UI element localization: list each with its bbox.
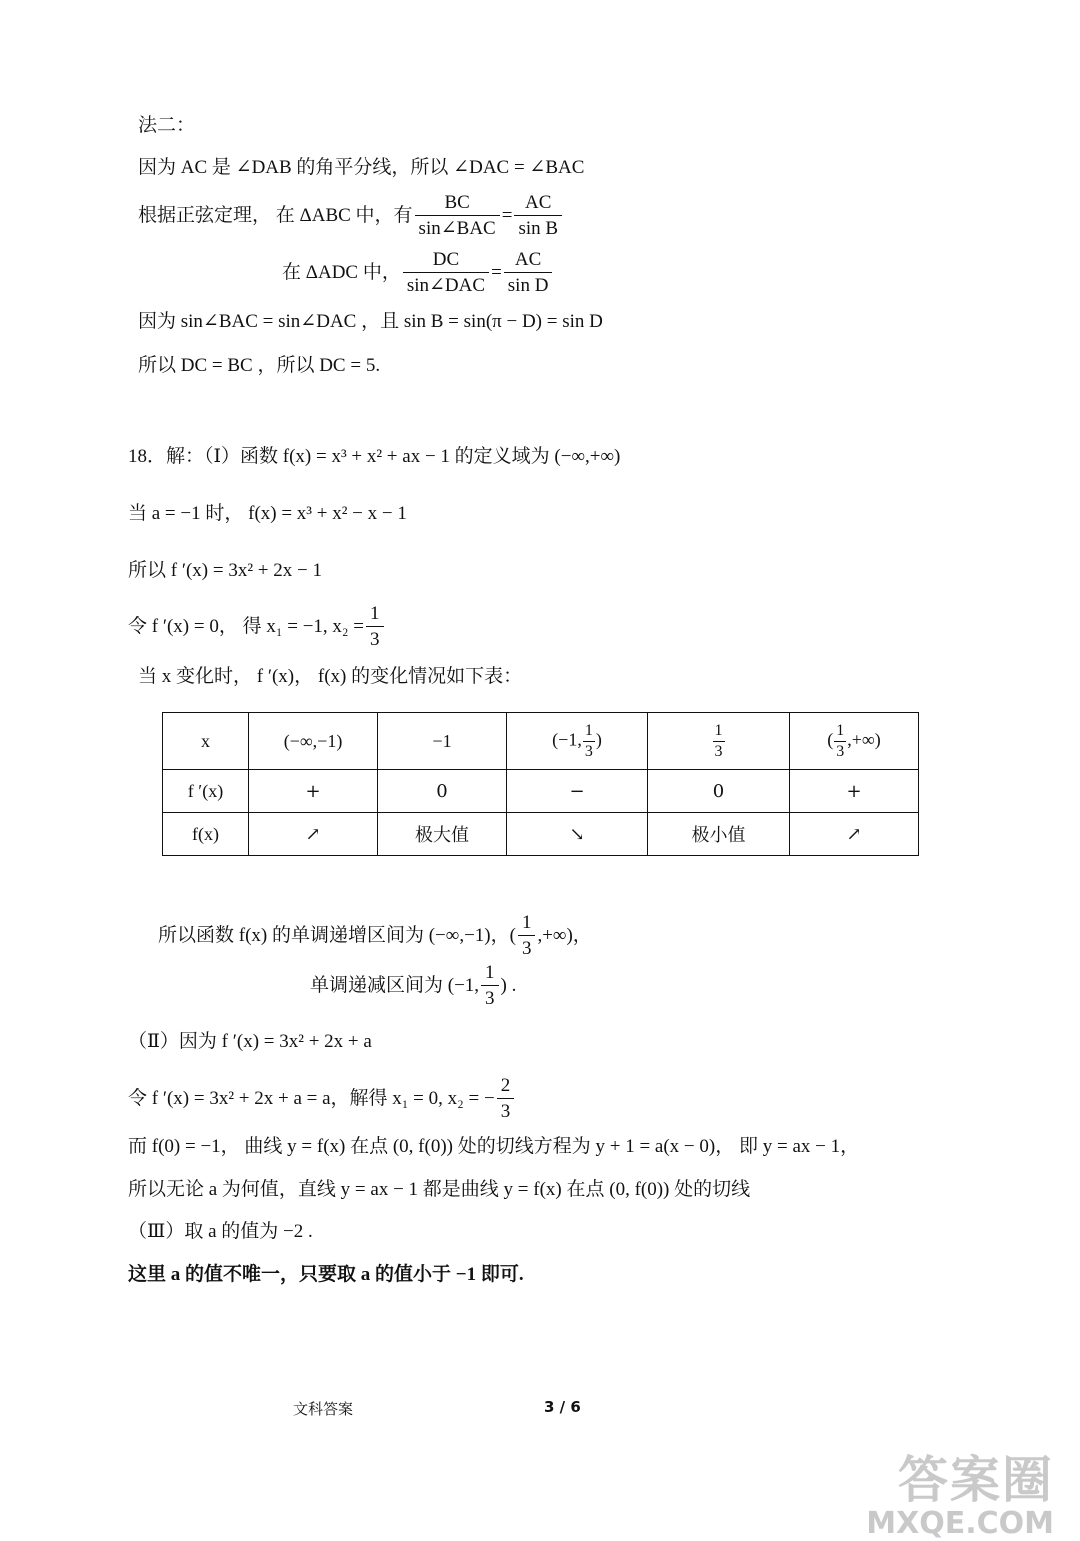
q18-line-3: 所以 f ′(x) = 3x² + 2x − 1 [128,560,322,581]
table-cell: + [249,770,378,813]
method2-heading: 法二： [138,114,196,136]
frac-den: 3 [584,742,593,760]
frac-den: 3 [370,629,380,650]
method2-line-5: 所以 DC = BC ，所以 DC = 5. [138,355,381,376]
part2-line-4: 所以无论 a 为何值，直线 y = ax − 1 都是曲线 y = f(x) 在点 (0, f(0)) 处的切线 [128,1179,751,1200]
frac-num: BC [415,193,500,216]
table-cell: x [163,713,249,770]
frac-num: 1 [583,722,595,742]
method2-line-3 [282,250,554,295]
table-cell: 极小值 [648,813,790,856]
method2-line-4: 因为 sin∠BAC = sin∠DAC ，且 sin B = sin(π − D) = sin D [138,311,603,332]
fraction-dc [403,250,489,295]
fraction-one-third [583,722,595,761]
fraction-one-third [713,722,725,761]
frac-num: 1 [366,604,384,627]
page-number: 3 / 6 [544,1398,581,1416]
frac-num: 1 [481,963,499,986]
line-text: ) . [500,975,517,996]
method2-line-1: 因为 AC 是 ∠DAB 的角平分线，所以 ∠DAC = ∠BAC [138,157,585,178]
fraction-ac-d [504,250,553,295]
part3-line-1: （Ⅲ）取 a 的值为 −2 . [128,1221,313,1242]
fraction-two-thirds [497,1076,515,1121]
table-cell: (−∞,−1) [249,713,378,770]
frac-den: 3 [485,988,495,1009]
part2-line-3: 而 f(0) = −1， 曲线 y = f(x) 在点 (0, f(0)) 处的切线方程为 y + 1 = a(x − 0)， 即 y = ax − 1， [128,1136,860,1157]
frac-num: AC [504,250,553,273]
interval-open: (−1, [552,729,582,750]
table-cell: 极大值 [378,813,507,856]
table-row-x [163,713,919,770]
table-cell: f ′(x) [163,770,249,813]
fraction-bc [415,193,500,238]
equals-sign: = [491,262,502,283]
watermark-logo [866,1440,1054,1541]
q18-line-4 [128,604,386,649]
table-cell [507,713,648,770]
table-cell: + [790,770,919,813]
table-cell: −1 [378,713,507,770]
frac-num: 1 [713,722,725,742]
table-cell [648,713,790,770]
frac-num: 1 [518,913,536,936]
interval-open: ( [827,729,834,750]
q18-line-1: 18．解：（Ⅰ）函数 f(x) = x³ + x² + ax − 1 的定义域为 (−∞,+∞) [128,446,621,467]
method2-line-2-prefix: 根据正弦定理， 在 ΔABC 中，有 [138,205,413,226]
watermark-text: 答案圈 [898,1451,1054,1509]
q18-line-2: 当 a = −1 时， f(x) = x³ + x² − x − 1 [128,503,407,524]
decreasing-interval-line [310,963,516,1008]
fraction-one-third [834,722,846,761]
interval-close: ) [595,729,602,750]
frac-den: sin∠BAC [418,218,496,239]
table-cell: − [507,770,648,813]
increasing-arrow-icon: ↗ [249,813,378,856]
line-text: ,+∞)， [537,925,592,946]
frac-den: 3 [521,938,532,959]
table-row-f [163,813,919,856]
increasing-interval-line [158,913,592,958]
frac-num: 1 [834,722,846,742]
frac-num: 2 [497,1076,515,1099]
table-cell: 0 [648,770,790,813]
line-text: 所以函数 f(x) 的单调递增区间为 (−∞,−1)，( [158,925,516,946]
fraction-one-third [518,913,536,958]
frac-den: 3 [500,1101,511,1122]
frac-den: 3 [836,742,845,760]
interval-close: ,+∞) [847,729,881,750]
q18-line-4-prefix: 令 f ′(x) = 0， 得 x₁ = −1, x₂ = [128,616,364,637]
frac-den: sin B [518,218,559,239]
part2-line-1: （Ⅱ）因为 f ′(x) = 3x² + 2x + a [128,1031,372,1052]
decreasing-arrow-icon: ↘ [507,813,648,856]
line-text: 令 f ′(x) = 3x² + 2x + a = a，解得 x₁ = 0, x₂ = − [128,1088,495,1109]
frac-den: sin D [507,275,549,296]
table-row-fprime [163,770,919,813]
method2-line-2 [138,193,564,238]
fraction-ac [514,193,562,238]
frac-den: sin∠DAC [406,275,486,296]
variation-table [162,712,919,856]
table-cell [790,713,919,770]
frac-den: 3 [714,742,723,760]
footer-label: 文科答案 [293,1400,354,1418]
table-cell: 0 [378,770,507,813]
fraction-one-third [366,604,384,649]
frac-num: DC [403,250,489,273]
frac-num: AC [514,193,562,216]
equals-sign: = [501,205,513,226]
part2-line-2 [128,1076,516,1121]
table-cell: f(x) [163,813,249,856]
watermark-url: MXQE.COM [866,1506,1054,1541]
q18-line-5: 当 x 变化时， f ′(x)， f(x) 的变化情况如下表： [138,666,523,687]
part3-line-2: 这里 a 的值不唯一，只要取 a 的值小于 −1 即可. [128,1264,524,1285]
line-text: 单调递减区间为 (−1, [310,975,480,996]
increasing-arrow-icon: ↗ [790,813,919,856]
fraction-one-third [481,963,499,1008]
method2-line-3-prefix: 在 ΔADC 中， [282,262,401,283]
